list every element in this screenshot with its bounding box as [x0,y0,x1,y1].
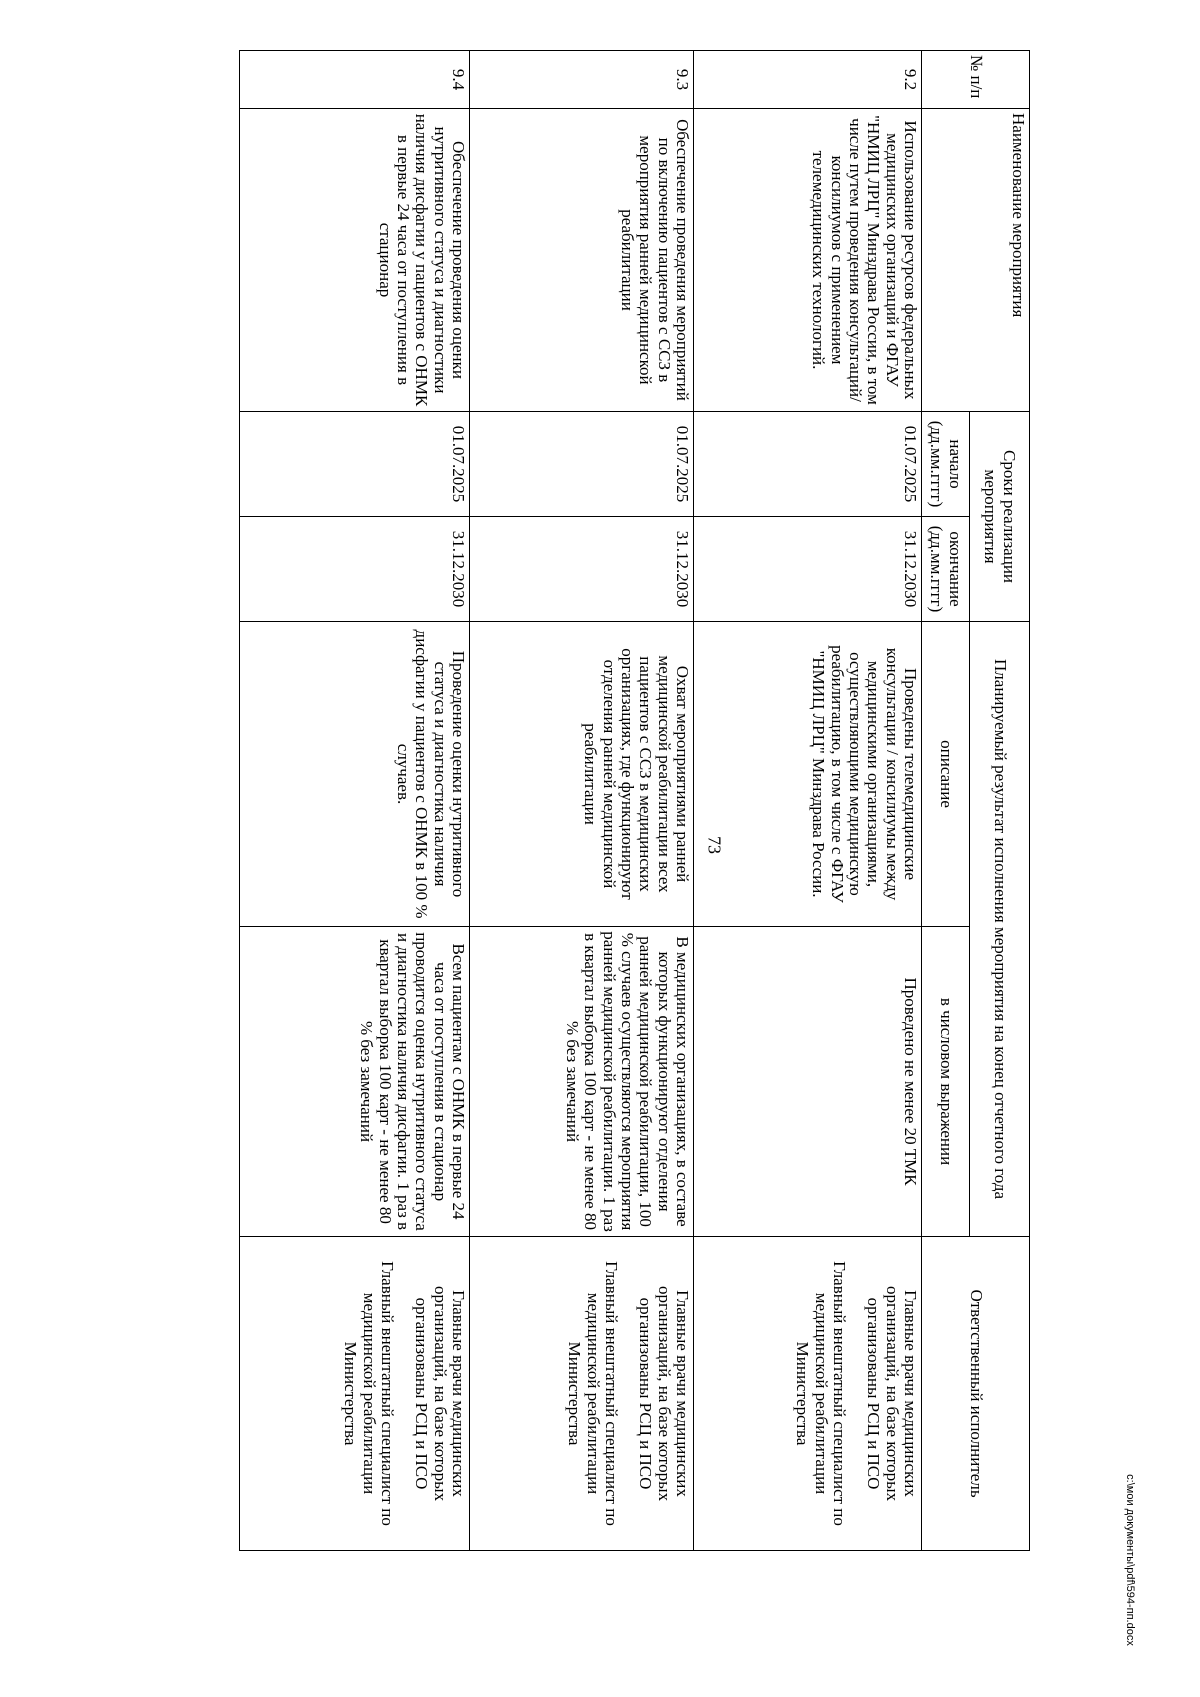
header-result: Планируемый результат исполнения мероприятия на конец отчетного года [970,622,1030,1237]
header-dates: Сроки реализации мероприятия [970,412,1030,622]
row-description: Охват мероприятиями ранней медицинской реабилитации всех пациентов с ССЗ в медицинских организациях, где функционируют отделения ранней медицинской реабилитации [470,622,694,927]
row-description: Проведение оценки нутритивного статуса и диагностика наличия дисфагии у пациентов с ОНМК в 100 % случаев. [240,622,470,927]
responsible-secondary: Главный внештатный специалист по медицинской реабилитации Министерства [341,1261,397,1526]
header-name: Наименование мероприятия [922,109,1030,412]
row-number: 9.3 [470,51,694,109]
table-row [240,51,470,1551]
row-end-date: 31.12.2030 [694,517,922,622]
row-description: Проведены телемедицинские консультации / консилиумы между медицинскими организациями, осуществляющими медицинскую реабилитацию, в том числе с ФГАУ "НМИЦ ЛРЦ" Минздрава России. [694,622,922,927]
row-number: 9.2 [694,51,922,109]
row-responsible [470,1237,694,1551]
row-start-date: 01.07.2025 [694,412,922,517]
header-end: окончание (дд.мм.гггг) [922,517,970,622]
header-number: № п/п [922,51,1030,109]
responsible-primary: Главные врачи медицинских организаций, на базе которых организованы РСЦ и ПСО [636,1285,692,1502]
header-numeric: в числовом выражении [922,927,970,1237]
table-row [470,51,694,1551]
responsible-secondary: Главный внештатный специалист по медицинской реабилитации Министерства [565,1261,621,1526]
row-end-date: 31.12.2030 [240,517,470,622]
action-plan-table [239,50,1030,1551]
footer-file-path: c:\мои документы\pdf\594-пп.docx [1124,1474,1136,1646]
row-name: Использование ресурсов федеральных медицинских организаций и ФГАУ "НМИЦ ЛРЦ" Минздрава России, в том числе путем проведения консультаций/ консилиумов с применением телемедицинских технологий. [694,109,922,412]
row-start-date: 01.07.2025 [470,412,694,517]
header-responsible: Ответственный исполнитель [922,1237,1030,1551]
row-numeric: Проведено не менее 20 ТМК [694,927,922,1237]
row-start-date: 01.07.2025 [240,412,470,517]
row-name: Обеспечение проведения мероприятий по включению пациентов с ССЗ в мероприятия ранней медицинской реабилитации [470,109,694,412]
row-responsible [694,1237,922,1551]
responsible-primary: Главные врачи медицинских организаций, на базе которых организованы РСЦ и ПСО [412,1285,468,1502]
row-numeric: В медицинских организациях, в составе которых функционируют отделения ранней медицинской реабилитации, 100 % случаев осуществляются мероприятия ранней медицинской реабилитации. 1 раз в квартал выборка 100 карт - не менее 80 % без замечаний [470,927,694,1237]
row-number: 9.4 [240,51,470,109]
row-numeric: Всем пациентам с ОНМК в первые 24 часа от поступления в стационар проводится оценка нутритивного статуса и диагностика наличия дисфагии. 1 раз в квартал выборка 100 карт - не менее 80 % без замечаний [240,927,470,1237]
table-row [694,51,922,1551]
responsible-secondary: Главный внештатный специалист по медицинской реабилитации Министерства [793,1261,849,1526]
header-description: описание [922,622,970,927]
header-start: начало (дд.мм.гггг) [922,412,970,517]
row-responsible [240,1237,470,1551]
row-name: Обеспечение проведения оценки нутритивного статуса и диагностики наличия дисфагии у пациентов с ОНМК в первые 24 часа от поступления в стационар [240,109,470,412]
responsible-primary: Главные врачи медицинских организаций, на базе которых организованы РСЦ и ПСО [864,1285,920,1502]
row-end-date: 31.12.2030 [470,517,694,622]
page-number: 73 [704,836,725,854]
rotated-table-container [170,50,1030,1550]
